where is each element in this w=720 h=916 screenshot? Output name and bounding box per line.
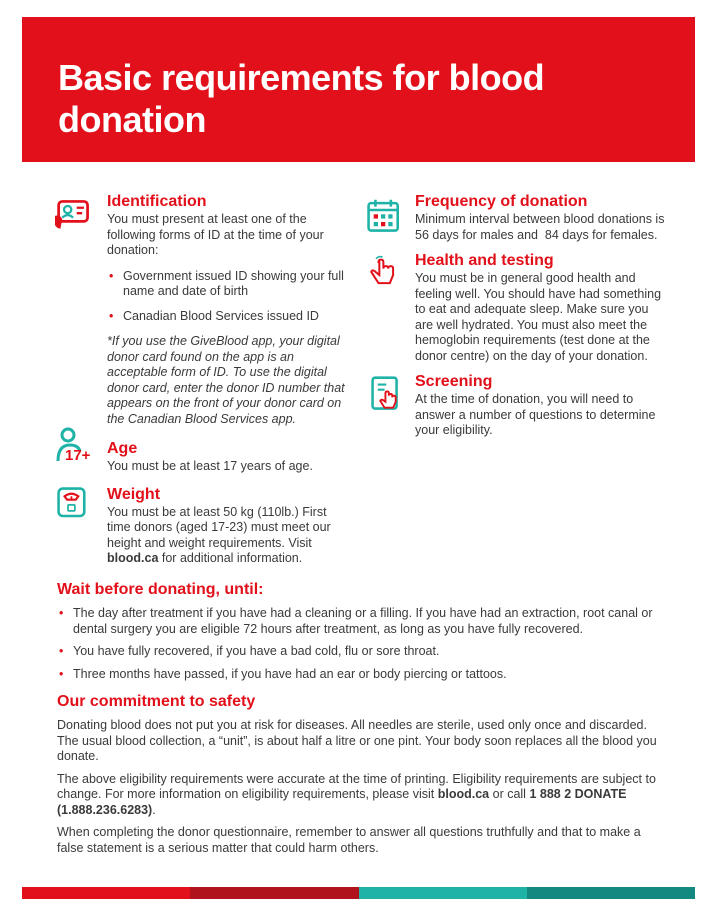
commitment-heading: Our commitment to safety bbox=[57, 693, 256, 710]
commitment-paragraph-1: Donating blood does not put you at risk for diseases. All needles are sterile, used only once and discarded. The usual blood collection, a “unit”, is about half a litre or one pint. Your body soon replaces all the blood you donate. bbox=[57, 718, 657, 763]
health-heading: Health and testing bbox=[415, 252, 554, 269]
identification-section bbox=[52, 192, 352, 427]
list-item: • Canadian Blood Services issued ID bbox=[107, 309, 352, 325]
id-card-icon bbox=[52, 196, 96, 234]
age-icon-label: 17+ bbox=[65, 447, 91, 464]
giveblood-note: *If you use the GiveBlood app, your digital donor card found on the app is an acceptable form of ID. To use the digital donor card, enter the donor ID number that appears on the front of your donor card on the Canadian Blood Services app. bbox=[107, 334, 345, 426]
health-body: You must be in general good health and feeling well. You should have had something to eat and adequate sleep. Make sure you are well hydrated. You must also meet the hemoglobin requirements (test done at the donor centre) on the day of your donation. bbox=[415, 271, 662, 363]
list-item: • Government issued ID showing your full name and date of birth bbox=[107, 269, 352, 300]
wait-heading: Wait before donating, until: bbox=[57, 581, 264, 598]
screening-body: At the time of donation, you will need to answer a number of questions to determine your eligibility. bbox=[415, 392, 656, 437]
footer-color-bar bbox=[22, 887, 695, 899]
title-banner bbox=[22, 17, 695, 162]
footer-bar-teal bbox=[359, 887, 527, 899]
scale-icon bbox=[56, 485, 92, 523]
screening-section bbox=[366, 372, 666, 439]
blood-ca-link[interactable]: blood.ca bbox=[437, 787, 490, 801]
p2-text-end: . bbox=[152, 802, 156, 817]
phone-number[interactable]: 1 888 2 DONATE (1.888.236.6283) bbox=[57, 787, 627, 817]
age-body: You must be at least 17 years of age. bbox=[107, 459, 313, 473]
commitment-paragraph-3: When completing the donor questionnaire, remember to answer all questions truthfully and that to make a false statement is a serious matter that could harm others. bbox=[57, 825, 641, 855]
weight-body bbox=[107, 505, 352, 567]
calendar-icon bbox=[366, 196, 402, 236]
commitment-paragraph-2 bbox=[57, 772, 657, 819]
screening-heading: Screening bbox=[415, 373, 493, 390]
hand-pointing-icon bbox=[368, 249, 402, 293]
p2-text: The above eligibility requirements were accurate at the time of printing. Eligibility requirements are subject to change. For more information on eligibility requirements, please visit bbox=[57, 771, 656, 801]
weight-text-end: for additional information. bbox=[158, 551, 303, 565]
lower-content bbox=[57, 580, 657, 863]
age-section bbox=[52, 439, 352, 475]
p2-text-mid: or call bbox=[489, 787, 530, 801]
footer-bar-dark-red bbox=[190, 887, 358, 899]
weight-text: You must be at least 50 kg (110lb.) First time donors (aged 17-23) must meet our height and weight requirements. Visit bbox=[107, 504, 331, 550]
id-list bbox=[107, 269, 352, 325]
left-column bbox=[52, 192, 352, 567]
wait-list bbox=[57, 606, 657, 682]
weight-section bbox=[52, 485, 352, 567]
frequency-heading: Frequency of donation bbox=[415, 193, 588, 210]
identification-heading: Identification bbox=[107, 193, 207, 210]
list-item: • Three months have passed, if you have had an ear or body piercing or tattoos. bbox=[57, 667, 657, 683]
blood-ca-link[interactable]: blood.ca bbox=[107, 551, 159, 565]
footer-bar-red bbox=[22, 887, 190, 899]
page-title: Basic requirements for blood donation bbox=[58, 57, 545, 140]
health-section bbox=[366, 251, 666, 364]
list-item: • The day after treatment if you have had a cleaning or a filling. If you have had an extraction, root canal or dental surgery you are eligible 72 hours after treatment, as long as you have fully recovered. bbox=[57, 606, 657, 637]
right-column bbox=[366, 192, 666, 439]
age-heading: Age bbox=[107, 440, 138, 457]
weight-heading: Weight bbox=[107, 485, 161, 503]
frequency-section bbox=[366, 192, 666, 243]
list-item: • You have fully recovered, if you have a bad cold, flu or sore throat. bbox=[57, 644, 657, 660]
tablet-touch-icon bbox=[370, 374, 406, 414]
footer-bar-dark-teal bbox=[527, 887, 695, 899]
identification-body: You must present at least one of the following forms of ID at the time of your donation: bbox=[107, 212, 324, 257]
frequency-body: Minimum interval between blood donations is 56 days for males and 84 days for females. bbox=[415, 212, 668, 242]
